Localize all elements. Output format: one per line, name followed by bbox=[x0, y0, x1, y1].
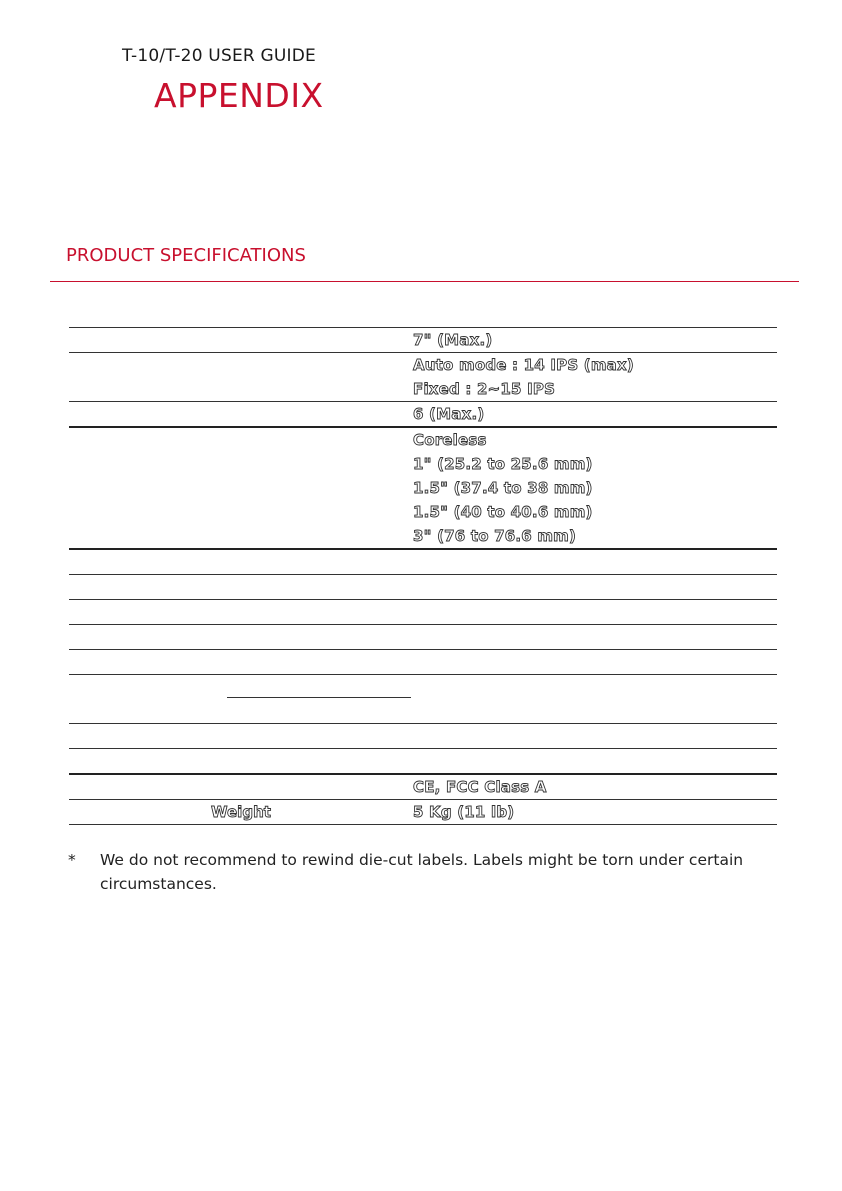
sub-divider bbox=[227, 697, 411, 698]
spec-value: Auto mode : 14 IPS (max) bbox=[413, 356, 634, 374]
table-row bbox=[69, 773, 777, 799]
spec-value: Fixed : 2~15 IPS bbox=[413, 380, 556, 398]
table-row bbox=[69, 649, 777, 674]
table-row bbox=[69, 723, 777, 748]
spec-value: 3" (76 to 76.6 mm) bbox=[413, 527, 577, 545]
table-row bbox=[69, 352, 777, 401]
table-row bbox=[69, 574, 777, 599]
spec-value: 1.5" (37.4 to 38 mm) bbox=[413, 479, 593, 497]
spec-value: 1" (25.2 to 25.6 mm) bbox=[413, 455, 593, 473]
table-row bbox=[69, 548, 777, 574]
spec-value: 7" (Max.) bbox=[413, 331, 493, 349]
guide-title: T-10/T-20 USER GUIDE bbox=[122, 46, 316, 66]
chapter-title: APPENDIX bbox=[154, 76, 324, 115]
table-row bbox=[69, 624, 777, 649]
table-row bbox=[69, 674, 777, 723]
spec-label: Weight bbox=[211, 803, 271, 821]
table-row bbox=[69, 748, 777, 773]
section-divider bbox=[50, 281, 799, 282]
footnote-text: We do not recommend to rewind die-cut labels. Labels might be torn under certain circumstances. bbox=[100, 851, 744, 893]
spec-value: 5 Kg (11 lb) bbox=[413, 803, 515, 821]
table-row bbox=[69, 327, 777, 352]
spec-value: 1.5" (40 to 40.6 mm) bbox=[413, 503, 593, 521]
spec-value: CE, FCC Class A bbox=[413, 778, 547, 796]
table-row bbox=[69, 799, 777, 825]
spec-value: 6 (Max.) bbox=[413, 405, 485, 423]
section-title: PRODUCT SPECIFICATIONS bbox=[66, 245, 306, 266]
spec-table bbox=[69, 327, 777, 825]
table-row bbox=[69, 401, 777, 426]
table-row bbox=[69, 426, 777, 548]
footnote-marker: * bbox=[68, 851, 76, 869]
footnote bbox=[68, 848, 788, 896]
spec-value: Coreless bbox=[413, 431, 487, 449]
table-row bbox=[69, 599, 777, 624]
